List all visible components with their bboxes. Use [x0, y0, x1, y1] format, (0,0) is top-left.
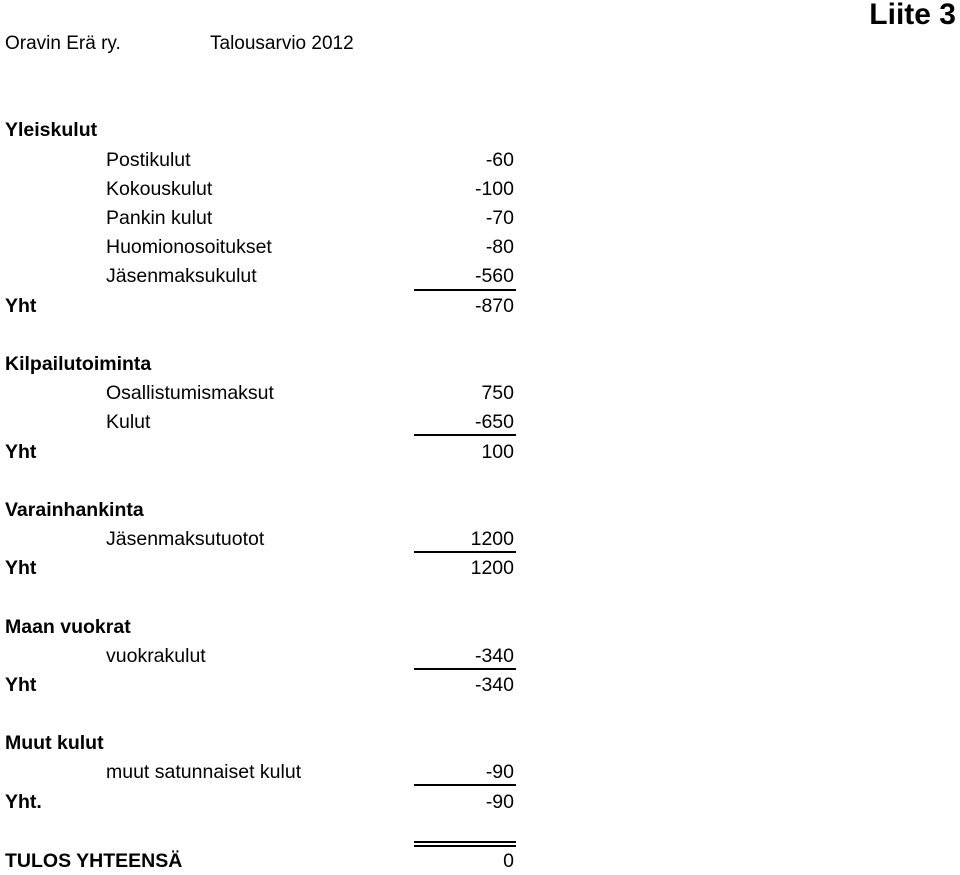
line-item-value: -560 [474, 265, 514, 287]
section-total-row [0, 788, 960, 816]
line-item-label: Huomionosoitukset [106, 236, 272, 258]
subtotal-rule [414, 434, 516, 436]
budget-line-row [0, 262, 960, 290]
subtotal-rule [414, 551, 516, 553]
line-item-label: Kulut [106, 411, 151, 433]
line-item-label: vuokrakulut [106, 645, 206, 667]
budget-line-row [0, 146, 960, 174]
grand-total-row [0, 847, 960, 875]
line-item-value: -70 [485, 207, 514, 229]
line-item-value: 1200 [470, 528, 514, 550]
section-heading: Muut kulut [5, 732, 104, 754]
budget-line-row [0, 758, 960, 786]
section-total-row [0, 554, 960, 582]
line-item-label: Pankin kulut [106, 207, 213, 229]
line-item-label: Jäsenmaksutuotot [106, 528, 265, 550]
subtotal-rule [414, 289, 516, 291]
grand-total-label: TULOS YHTEENSÄ [5, 850, 183, 872]
section-total-row [0, 292, 960, 320]
total-label: Yht [5, 295, 37, 317]
line-item-value: -340 [474, 645, 514, 667]
section-heading-row [0, 350, 960, 378]
total-value: 100 [481, 441, 514, 463]
attachment-label: Liite 3 [869, 0, 956, 31]
total-value: -340 [474, 674, 514, 696]
total-label: Yht. [5, 791, 42, 813]
subtotal-rule [414, 784, 516, 786]
section-heading-row [0, 496, 960, 524]
budget-line-row [0, 525, 960, 553]
total-label: Yht [5, 557, 37, 579]
total-label: Yht [5, 441, 37, 463]
line-item-label: Osallistumismaksut [106, 382, 274, 404]
section-heading: Maan vuokrat [5, 616, 131, 638]
budget-line-row [0, 408, 960, 436]
budget-line-row [0, 204, 960, 232]
total-value: -90 [485, 791, 514, 813]
section-heading-row [0, 729, 960, 757]
section-heading: Kilpailutoiminta [5, 353, 152, 375]
section-heading: Yleiskulut [5, 119, 98, 141]
organization-name: Oravin Erä ry. [5, 33, 121, 54]
line-item-label: Kokouskulut [106, 178, 213, 200]
document-title: Talousarvio 2012 [210, 33, 354, 54]
line-item-value: -90 [485, 761, 514, 783]
total-value: 1200 [470, 557, 514, 579]
section-total-row [0, 671, 960, 699]
section-heading-row [0, 116, 960, 144]
grand-total-value: 0 [503, 850, 514, 872]
line-item-label: muut satunnaiset kulut [106, 761, 302, 783]
line-item-label: Jäsenmaksukulut [106, 265, 257, 287]
section-total-row [0, 438, 960, 466]
budget-line-row [0, 233, 960, 261]
line-item-value: -650 [474, 411, 514, 433]
line-item-value: -100 [474, 178, 514, 200]
section-heading-row [0, 613, 960, 641]
budget-line-row [0, 175, 960, 203]
budget-line-row [0, 642, 960, 670]
total-value: -870 [474, 295, 514, 317]
subtotal-rule [414, 668, 516, 670]
budget-line-row [0, 379, 960, 407]
line-item-value: -80 [485, 236, 514, 258]
total-label: Yht [5, 674, 37, 696]
line-item-value: -60 [485, 149, 514, 171]
section-heading: Varainhankinta [5, 499, 144, 521]
line-item-value: 750 [481, 382, 514, 404]
line-item-label: Postikulut [106, 149, 191, 171]
